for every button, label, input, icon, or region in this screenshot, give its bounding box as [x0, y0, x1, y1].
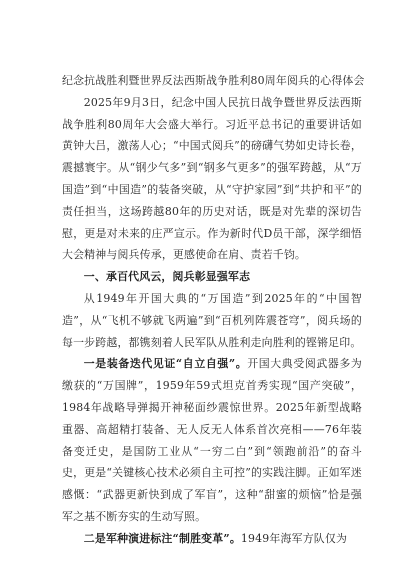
point-2-body: 1949年海军方队仅为: [240, 531, 348, 545]
intro-paragraph: 2025年9月3日，纪念中国人民抗日战争暨世界反法西斯战争胜利80周年大会盛大举行。习近平总书记的重要讲话如黄钟大吕，激荡人心；“中国式阅兵”的磅礴气势如史诗长卷，震撼寰宇。从“钢少气多”到“钢多气更多”的强军跨越，从“万国造”到“中国造”的装备突破，从“守护家园”到“共护和平”的责任担当，这场跨越80年的历史对话，既是对先辈的深切告慰，更是对未来的庄严宣示。作为新时代D员干部，深学细悟大会精神与阅兵传承，更感使命在肩、责若千钧。: [62, 95, 362, 262]
point-1-lead: 一是装备迭代见证“自立自强”。: [83, 357, 248, 371]
point-2-paragraph: [62, 528, 362, 550]
section-1-paragraph: 从1949年开国大典的“万国造”到2025年的“中国智造”，从“飞机不够就飞两遍”到“百机列阵震苍穹”，阅兵场的每一步跨越，都镌刻着人民军队从胜利走向胜利的铿锵足印。: [62, 291, 362, 349]
document-title: 纪念抗战胜利暨世界反法西斯战争胜利80周年阅兵的心得体会: [62, 74, 365, 87]
point-1-paragraph: [62, 353, 362, 527]
point-2-lead: 二是军种演进标注“制胜变革”。: [83, 531, 241, 545]
point-1-body: 开国大典受阅武器多为缴获的“万国牌”，1959年59式坦克首秀实现“国产突破”，1984年战略导弹揭开神秘面纱震惊世界。2025年新型战略重器、高超精打装备、无人反无人体系首次亮相——76年装备变迁史，是国防工业从“一穷二白”到“领跑前沿”的奋斗史，更是“关键核心技术必须自主可控”的实践注脚。正如军迷感慨：“武器更新快到成了军盲”，这种“甜蜜的烦恼”恰是强军之基不断夯实的生动写照。: [62, 357, 362, 523]
section-heading-1: 一、承百代风云，阅兵彰显强军志: [83, 270, 251, 284]
document-body: [62, 70, 365, 550]
